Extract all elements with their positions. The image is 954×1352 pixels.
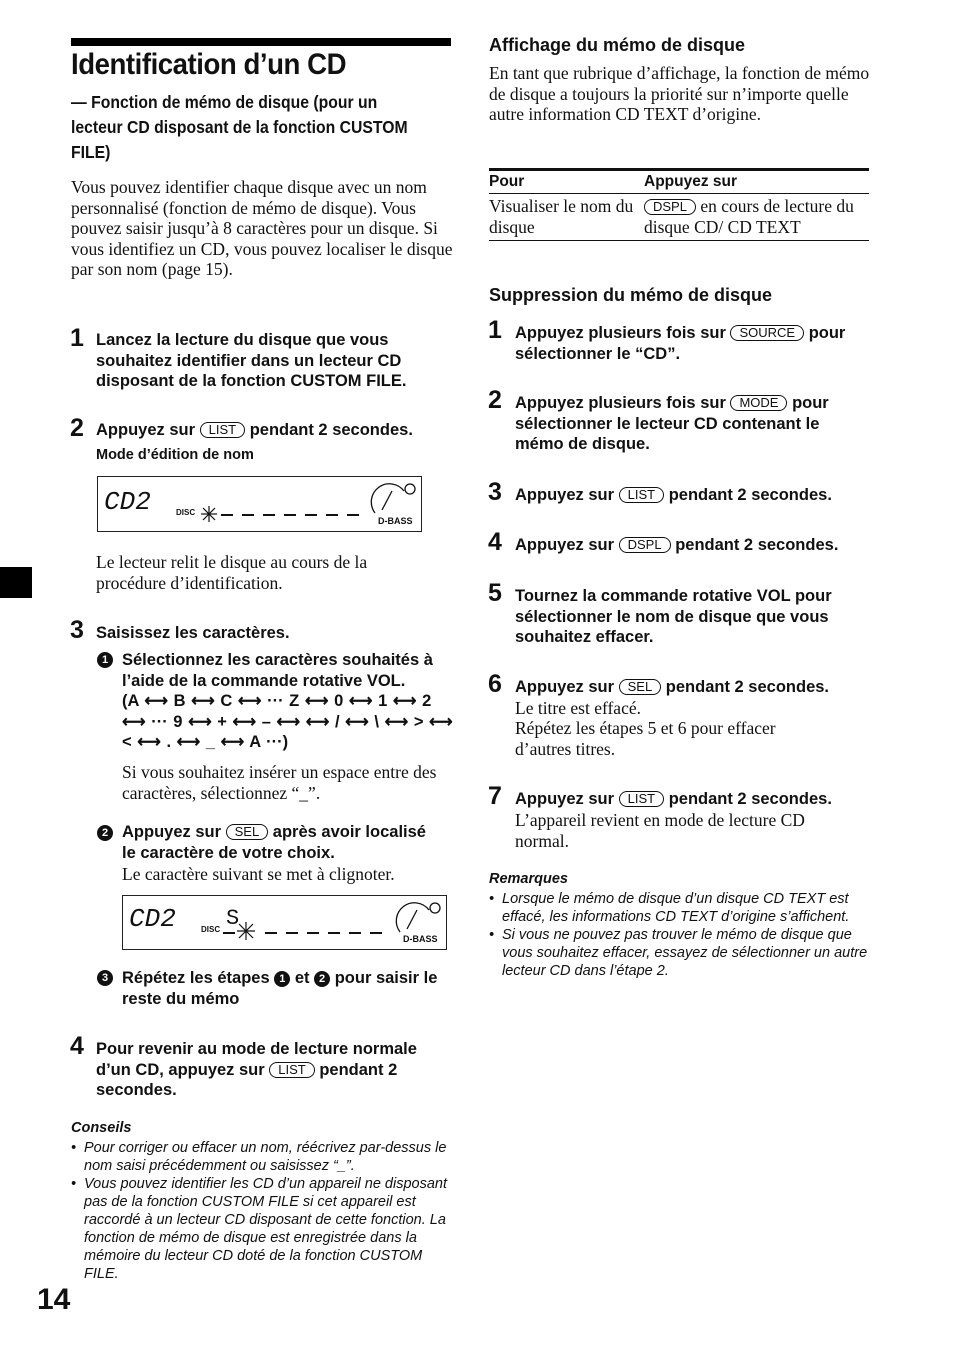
affichage-text: En tant que rubrique d’affichage, la fonction de mémo de disque a toujours la priorité sur n’importe quelle autre information CD TEXT d’origine. xyxy=(489,63,870,124)
substep-1-note: Si vous souhaitez insérer un espace entre des caractères, sélectionnez “_”. xyxy=(122,762,437,803)
lcd-dbass-label: D-BASS xyxy=(378,516,413,526)
substep-2-text xyxy=(122,822,432,863)
supp-step-2-pre: Appuyez plusieurs fois sur xyxy=(515,394,726,412)
supp-step-6-post: pendant 2 secondes. xyxy=(665,678,830,696)
substep-2-note: Le caractère suivant se met à clignoter. xyxy=(122,864,395,884)
substep-3-mid: et xyxy=(294,969,310,987)
page-title: Identification d’un CD xyxy=(71,48,347,81)
lcd-2-s-char: S xyxy=(226,906,240,931)
supp-step-7-post: pendant 2 secondes. xyxy=(668,790,832,808)
lcd-display-2 xyxy=(122,895,447,950)
supp-step-7-pre: Appuyez sur xyxy=(515,790,615,808)
conseils-list xyxy=(71,1139,451,1283)
conseils-heading: Conseils xyxy=(71,1120,132,1136)
section-tab-marker xyxy=(0,567,32,598)
table-cell-pour: Visualiser le nom du disque xyxy=(489,194,644,241)
sel-key: SEL xyxy=(619,679,662,695)
remarques-heading: Remarques xyxy=(489,871,568,887)
substep-2-pre: Appuyez sur xyxy=(122,823,222,841)
step-4-text xyxy=(96,1039,456,1101)
supp-step-1-pre: Appuyez plusieurs fois sur xyxy=(515,324,726,342)
table-header-pour: Pour xyxy=(489,170,644,194)
mode-key: MODE xyxy=(730,395,787,411)
lcd-disc-label: DISC xyxy=(176,508,196,517)
substep-2-post: après avoir localisé le caractère de votre choix. xyxy=(122,823,426,862)
supp-step-1-text xyxy=(515,323,865,364)
list-key: LIST xyxy=(200,422,245,438)
step-4-pre: Pour revenir au mode de lecture normale d’un CD, appuyez sur xyxy=(96,1040,417,1079)
step-2-pre: Appuyez sur xyxy=(96,421,196,439)
substep-3-post: pour saisir le reste du mémo xyxy=(122,969,438,1008)
supp-step-1-post: pour sélectionner le “CD”. xyxy=(515,324,846,363)
substep-3-text xyxy=(122,968,452,1009)
lcd-display-1-graphic xyxy=(98,477,421,531)
substep-1-marker: 1 xyxy=(97,651,113,669)
supp-step-4-post: pendant 2 secondes. xyxy=(675,536,839,554)
supp-step-6-after1: Le titre est effacé. xyxy=(515,698,641,718)
dbass-gauge-icon xyxy=(371,484,415,513)
table-row xyxy=(489,194,869,241)
supp-step-3-text xyxy=(515,485,875,506)
affichage-table xyxy=(489,168,869,241)
remarques-item: • Si vous ne pouvez pas trouver le mémo de disque que vous souhaitez effacer, essayez de sélectionner un autre lecteur CD dans l’étape 2. xyxy=(489,926,874,980)
substep-3-ref2: 2 xyxy=(314,971,330,987)
supp-step-7-text xyxy=(515,789,875,810)
lcd-2-dbass-label: D-BASS xyxy=(403,934,438,944)
conseils-item: • Pour corriger ou effacer un nom, réécrivez par-dessus le nom saisi précédemment ou saisissez “_”. xyxy=(71,1139,451,1175)
remarques-list xyxy=(489,890,874,980)
supp-step-1-number: 1 xyxy=(488,316,502,344)
step-4-post: pendant 2 secondes. xyxy=(96,1060,398,1099)
step-1-number: 1 xyxy=(70,324,84,352)
supp-step-5-number: 5 xyxy=(488,579,502,607)
substep-1-sequence: (A ⟷ B ⟷ C ⟷ ··· Z ⟷ 0 ⟷ 1 ⟷ 2 ⟷ ··· 9 ⟷ + ⟷ – ⟷ ⟷ / ⟷ \ ⟷ > ⟷ < ⟷ . ⟷ _ ⟷ A ···) xyxy=(122,692,453,751)
blink-icon xyxy=(201,506,217,522)
lcd-2-cd-label: CD2 xyxy=(129,904,176,934)
conseils-item: • Vous pouvez identifier les CD d’un appareil ne disposant pas de la fonction CUSTOM FILE si cet appareil est raccordé à un lecteur CD disposant de cette fonction. La fonction de mémo de disque est enregistrée dans la mémoire du lecteur CD doté de la fonction CUSTOM FILE. xyxy=(71,1175,451,1283)
dspl-key: DSPL xyxy=(644,199,696,215)
supp-step-2-post: pour sélectionner le lecteur CD contenant le mémo de disque. xyxy=(515,394,829,453)
step-2-number: 2 xyxy=(70,414,84,442)
supp-step-3-number: 3 xyxy=(488,478,502,506)
substep-2-marker: 2 xyxy=(97,824,113,842)
substep-3-marker: 3 xyxy=(97,969,113,987)
list-key: LIST xyxy=(619,487,664,503)
sel-key: SEL xyxy=(226,824,269,840)
table-cell-appuyez xyxy=(644,194,869,241)
suppression-heading: Suppression du mémo de disque xyxy=(489,285,773,305)
supp-step-6-after2: Répétez les étapes 5 et 6 pour effacer d’autres titres. xyxy=(515,718,776,759)
dspl-key: DSPL xyxy=(619,537,671,553)
source-key: SOURCE xyxy=(730,325,804,341)
list-key: LIST xyxy=(619,791,664,807)
supp-step-7-after: L’appareil revient en mode de lecture CD normal. xyxy=(515,810,805,851)
supp-step-6-pre: Appuyez sur xyxy=(515,678,615,696)
title-rule xyxy=(71,38,451,46)
dbass-gauge-icon xyxy=(396,903,440,932)
supp-step-5-text: Tournez la commande rotative VOL pour sélectionner le nom de disque que vous souhaitez effacer. xyxy=(515,587,832,646)
step-2-after: Le lecteur relit le disque au cours de la procédure d’identification. xyxy=(96,552,368,593)
remarques-item: • Lorsque le mémo de disque d’un disque CD TEXT est effacé, les informations CD TEXT d’origine s’affichent. xyxy=(489,890,874,926)
lcd-display-2-graphic xyxy=(123,896,446,949)
supp-step-6-number: 6 xyxy=(488,670,502,698)
supp-step-3-pre: Appuyez sur xyxy=(515,486,615,504)
supp-step-7-number: 7 xyxy=(488,782,502,810)
substep-1-text: Sélectionnez les caractères souhaités à l’aide de la commande rotative VOL. xyxy=(122,651,433,690)
lcd-display-1 xyxy=(97,476,422,532)
page-subtitle: — Fonction de mémo de disque (pour un lecteur CD disposant de la fonction CUSTOM FILE) xyxy=(71,92,408,162)
table-header-appuyez: Appuyez sur xyxy=(644,170,869,194)
step-2-text xyxy=(96,420,456,441)
step-4-number: 4 xyxy=(70,1032,84,1060)
lcd-2-disc-label: DISC xyxy=(201,925,221,934)
step-1-text: Lancez la lecture du disque que vous souhaitez identifier dans un lecteur CD disposant de la fonction CUSTOM FILE. xyxy=(96,331,407,390)
lcd-cd-label: CD2 xyxy=(104,487,151,517)
blink-icon xyxy=(237,922,255,940)
supp-step-3-post: pendant 2 secondes. xyxy=(668,486,832,504)
intro-paragraph: Vous pouvez identifier chaque disque avec un nom personnalisé (fonction de mémo de disque). Vous pouvez saisir jusqu’à 8 caractères pour un disque. Si vous identifiez un CD, vous pouvez localiser le disque par son nom (page 15). xyxy=(71,177,453,279)
substep-3-pre: Répétez les étapes xyxy=(122,969,270,987)
supp-step-4-number: 4 xyxy=(488,528,502,556)
step-3-number: 3 xyxy=(70,616,84,644)
lcd-caption: Mode d’édition de nom xyxy=(96,447,254,463)
supp-step-4-text xyxy=(515,535,875,556)
substep-3-ref1: 1 xyxy=(274,971,290,987)
list-key: LIST xyxy=(269,1062,314,1078)
table-cell-appuyez-text: en cours de lecture du disque CD/ CD TEXT xyxy=(644,196,854,237)
supp-step-6-text xyxy=(515,677,875,698)
supp-step-2-number: 2 xyxy=(488,386,502,414)
page-number: 14 xyxy=(37,1283,71,1316)
supp-step-2-text xyxy=(515,393,870,455)
supp-step-4-pre: Appuyez sur xyxy=(515,536,615,554)
affichage-heading: Affichage du mémo de disque xyxy=(489,35,746,55)
step-2-post: pendant 2 secondes. xyxy=(249,421,413,439)
step-3-text: Saisissez les caractères. xyxy=(96,624,290,642)
